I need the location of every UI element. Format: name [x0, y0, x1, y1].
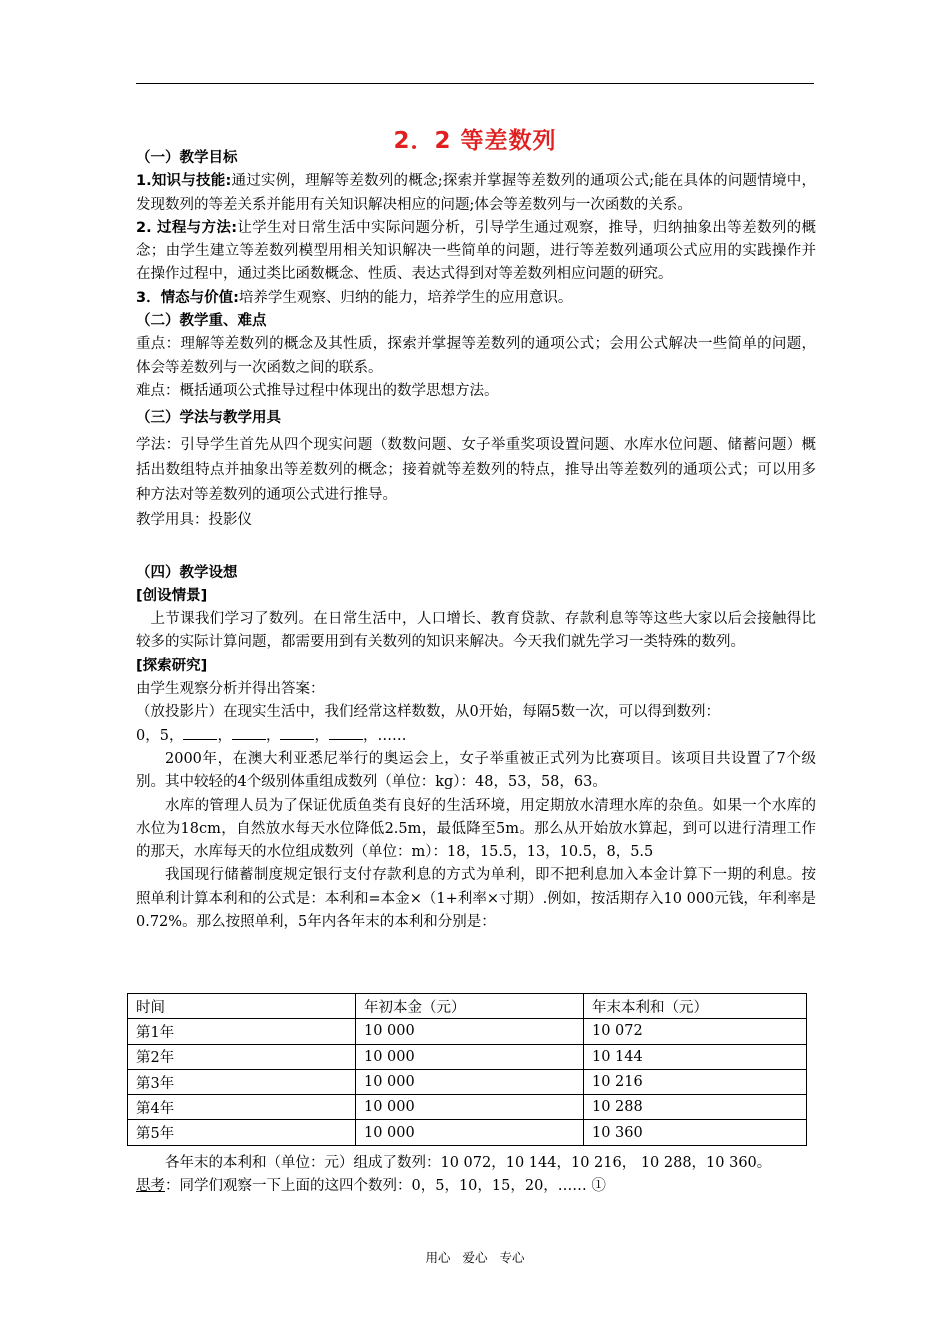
table-row — [128, 1069, 807, 1094]
spacer — [136, 533, 816, 562]
table-row — [128, 1044, 807, 1069]
answer-blank — [232, 725, 266, 740]
table-cell: 第3年 — [128, 1069, 356, 1094]
think-line — [136, 1175, 816, 1198]
difficulty-text: 难点：概括通项公式推导过程中体现出的数学思想方法。 — [136, 382, 499, 399]
goal-process-label: 2. 过程与方法: — [136, 219, 238, 236]
document-body — [136, 147, 816, 934]
table-header: 年末本利和（元） — [584, 994, 807, 1019]
explore-intro: 由学生观察分析并得出答案： — [136, 681, 325, 698]
goal-emotion — [136, 287, 816, 310]
table-header-row — [128, 994, 807, 1019]
think-label: 思考 — [136, 1178, 165, 1195]
header-rule — [136, 83, 814, 84]
method-text: 学法：引导学生首先从四个现实问题（数数问题、女子举重奖项设置问题、水库水位问题、储蓄问题）概括出数组特点并抽象出等差数列的概念；接着就等差数列的特点，推导出等差数列的通项公式；可以用多种方法对等差数列的通项公式进行推导。 — [136, 436, 816, 503]
table-cell: 第5年 — [128, 1120, 356, 1145]
table-cell: 10 000 — [356, 1044, 584, 1069]
goal-process-text: 让学生对日常生活中实际问题分析，引导学生通过观察，推导，归纳抽象出等差数列的概念；由学生建立等差数列模型用相关知识解决一些简单的问题，进行等差数列通项公式应用的实践操作并在操作过程中，通过类比函数概念、性质、表达式得到对等差数列相应问题的研究。 — [136, 219, 817, 283]
tools-text: 教学用具：投影仪 — [136, 511, 252, 528]
interest-table — [127, 993, 807, 1146]
goal-knowledge-label: 1.知识与技能: — [136, 173, 232, 190]
table-cell: 第2年 — [128, 1044, 356, 1069]
goal-emotion-text: 培养学生观察、归纳的能力，培养学生的应用意识。 — [238, 289, 573, 306]
table-cell: 10 000 — [356, 1069, 584, 1094]
table-cell: 第1年 — [128, 1019, 356, 1044]
section-heading-design: （四）教学设想 — [136, 564, 238, 581]
answer-blank — [329, 725, 363, 740]
table-header: 时间 — [128, 994, 356, 1019]
table-cell: 10 216 — [584, 1069, 807, 1094]
think-text: ：同学们观察一下上面的这四个数列：0，5，10，15，20，…… ① — [165, 1178, 606, 1195]
bank-text: 我国现行储蓄制度规定银行支付存款利息的方式为单利，即不把利息加入本金计算下一期的利息。按照单利计算本利和的公式是：本利和=本金×（1+利率×寸期）.例如，按活期存入10 000元钱，年利率是0.72%。那么按照单利，5年内各年末的本利和分别是： — [136, 867, 816, 931]
goal-knowledge-text: 通过实例，理解等差数列的概念;探索并掌握等差数列的通项公式;能在具体的问题情境中，发现数列的等差关系并能用有关知识解决相应的问题;体会等差数列与一次函数的关系。 — [136, 173, 816, 213]
key-point-text: 重点：理解等差数列的概念及其性质，探索并掌握等差数列的通项公式；会用公式解决一些简单的问题，体会等差数列与一次函数之间的联系。 — [136, 336, 816, 376]
table-cell: 10 072 — [584, 1019, 807, 1044]
water-text: 水库的管理人员为了保证优质鱼类有良好的生活环境，用定期放水清理水库的杂鱼。如果一个水库的水位为18cm，自然放水每天水位降低2.5m，最低降至5m。那么从开始放水算起，到可以进行清理工作的那天，水库每天的水位组成数列（单位：m）：18，15.5，13，10.5，8，5.5 — [136, 797, 816, 861]
after-table-text — [136, 1152, 816, 1199]
table-cell: 10 360 — [584, 1120, 807, 1145]
goal-process — [136, 217, 816, 287]
scene-text: 上节课我们学习了数列。在日常生活中，人口增长、教育贷款、存款利息等等这些大家以后会接触得比较多的实际计算问题，都需要用到有关数列的知识来解决。今天我们就先学习一类特殊的数列。 — [136, 611, 816, 651]
table-cell: 10 000 — [356, 1095, 584, 1120]
explore-heading: [探索研究] — [136, 657, 208, 674]
weight-text: 2000年，在澳大利亚悉尼举行的奥运会上，女子举重被正式列为比赛项目。该项目共设置了7个级别。其中较轻的4个级别体重组成数列（单位：kg）：48，53，58，63。 — [136, 750, 816, 791]
seq-sep: ， — [314, 727, 329, 744]
table-cell: 10 000 — [356, 1120, 584, 1145]
table-cell: 10 000 — [356, 1019, 584, 1044]
table-cell: 10 144 — [584, 1044, 807, 1069]
table-row — [128, 1095, 807, 1120]
table-row — [128, 1019, 807, 1044]
answer-blank — [280, 725, 314, 740]
table-row — [128, 1120, 807, 1145]
section-heading-keypoints: （二）教学重、难点 — [136, 313, 267, 330]
scene-heading: [创设情景] — [136, 587, 208, 604]
table-header: 年初本金（元） — [356, 994, 584, 1019]
sum-text: 各年末的本利和（单位：元）组成了数列：10 072，10 144，10 216， 10 288，10 360。 — [165, 1155, 772, 1171]
section-heading-methods: （三）学法与教学用具 — [136, 410, 281, 427]
seq-start: 0，5， — [136, 727, 184, 744]
section-heading-goals: （一）教学目标 — [136, 150, 238, 166]
page-footer: 用心 爱心 专心 — [425, 1250, 525, 1265]
count-sequence — [136, 725, 816, 748]
page-title: 2．2 等差数列 — [393, 128, 557, 154]
count-text: （放投影片）在现实生活中，我们经常这样数数，从0开始，每隔5数一次，可以得到数列： — [136, 704, 720, 721]
table-cell: 第4年 — [128, 1095, 356, 1120]
goal-knowledge — [136, 170, 816, 217]
answer-blank — [183, 725, 217, 740]
seq-end: ，…… — [362, 727, 407, 744]
table-cell: 10 288 — [584, 1095, 807, 1120]
seq-sep: ， — [217, 727, 232, 744]
goal-emotion-label: 3．情态与价值: — [136, 289, 239, 306]
seq-sep: ， — [265, 727, 281, 744]
